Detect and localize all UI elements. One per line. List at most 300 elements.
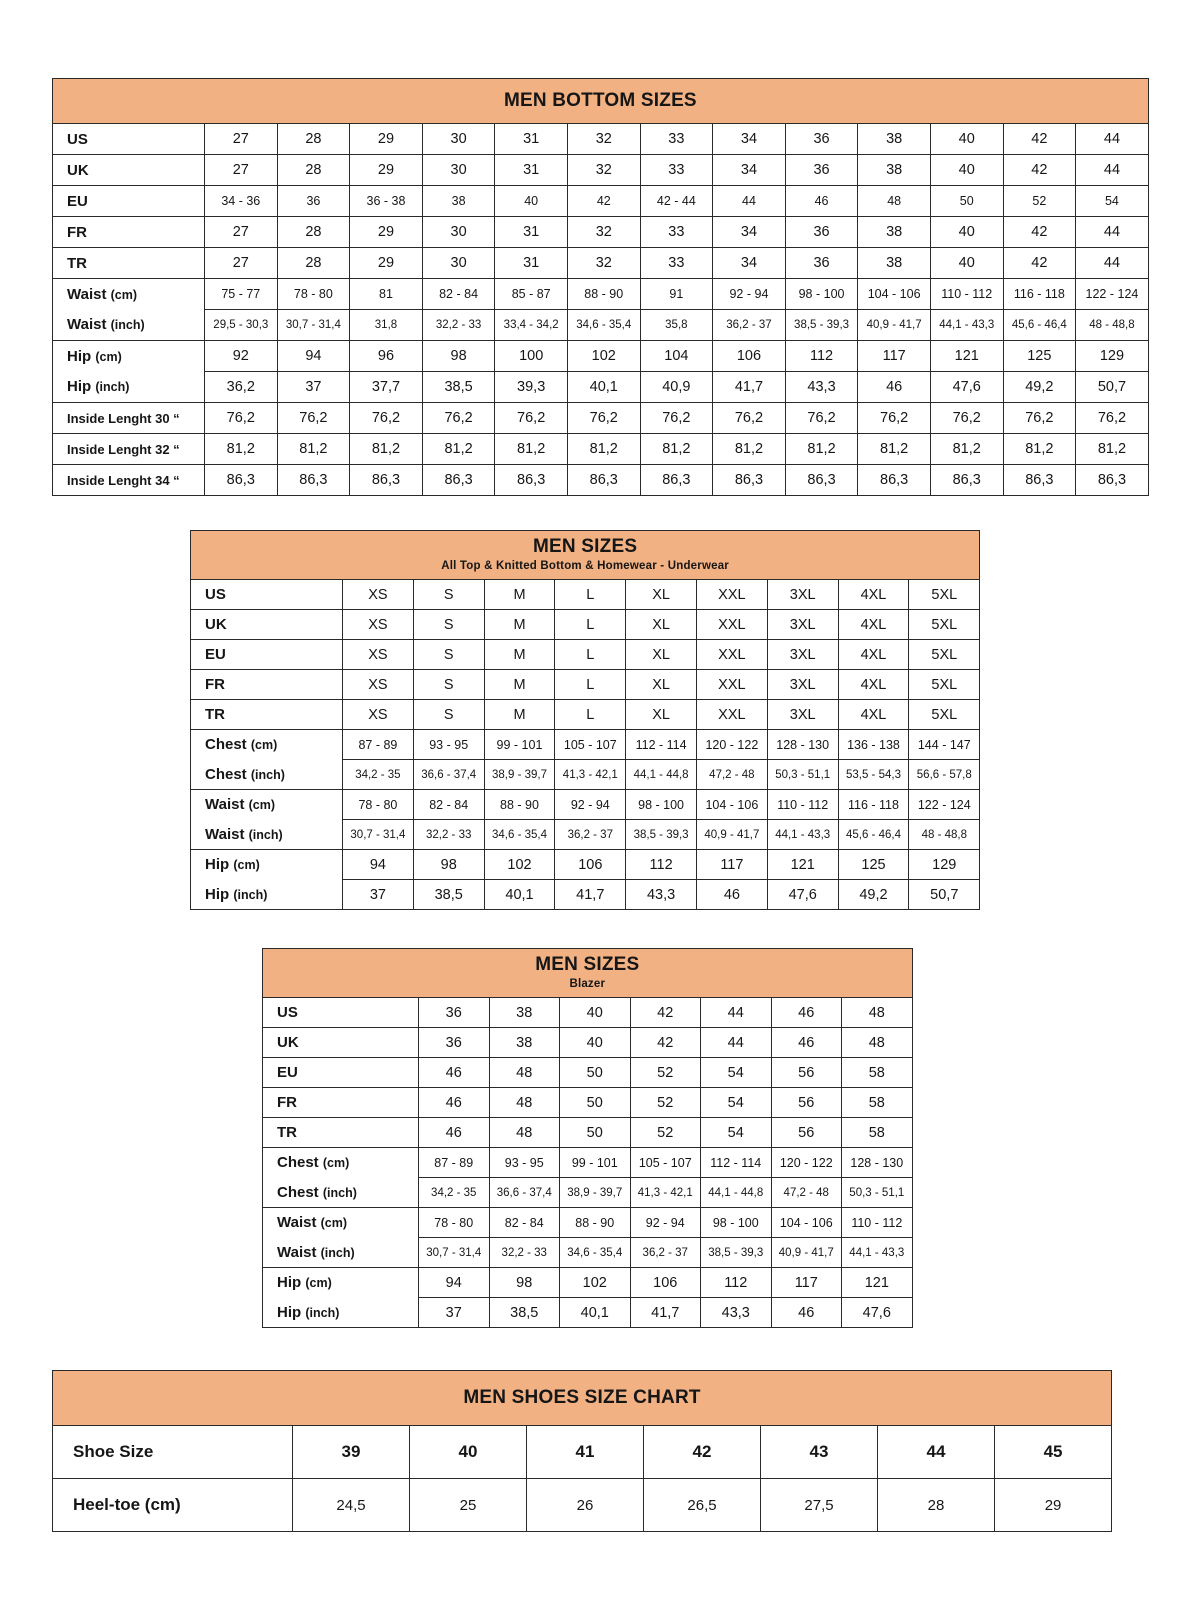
cell: 76,2	[858, 403, 931, 434]
cell: 42	[630, 998, 701, 1028]
cell: 40,1	[560, 1298, 631, 1328]
table-row	[263, 1148, 913, 1178]
row-label: FR	[191, 670, 343, 700]
cell: 46	[771, 1298, 842, 1328]
cell: 5XL	[909, 670, 980, 700]
cell: 44,1 - 43,3	[842, 1238, 913, 1268]
row-label-unit: (inch)	[305, 1305, 340, 1320]
cell: 50	[930, 186, 1003, 217]
cell: 91	[640, 279, 713, 310]
table-row	[53, 434, 1149, 465]
cell: 27	[205, 217, 278, 248]
row-label-unit: (inch)	[110, 318, 145, 333]
cell: 41	[527, 1426, 644, 1479]
cell: 81,2	[567, 434, 640, 465]
row-label-text: Waist	[277, 1243, 317, 1261]
cell: 46	[419, 1118, 490, 1148]
row-label-unit: (cm)	[248, 798, 276, 813]
cell: 30	[422, 217, 495, 248]
cell: 38	[489, 1028, 560, 1058]
cell: 117	[858, 341, 931, 372]
cell: 76,2	[350, 403, 423, 434]
cell: 54	[701, 1088, 772, 1118]
cell: 88 - 90	[560, 1208, 631, 1238]
cell: XXL	[696, 640, 767, 670]
cell: 93 - 95	[489, 1148, 560, 1178]
cell: 46	[771, 1028, 842, 1058]
row-label: Inside Lenght 32 “	[53, 434, 205, 465]
table-title-row	[263, 949, 913, 998]
row-label	[191, 790, 343, 820]
cell: 120 - 122	[696, 730, 767, 760]
row-label-unit: (cm)	[250, 738, 278, 753]
row-label	[263, 1238, 419, 1268]
cell: 106	[713, 341, 786, 372]
table-row	[263, 1088, 913, 1118]
cell: 34,6 - 35,4	[484, 820, 555, 850]
cell: 32	[567, 248, 640, 279]
table-row	[263, 1178, 913, 1208]
cell: 98 - 100	[701, 1208, 772, 1238]
cell: 122 - 124	[909, 790, 980, 820]
cell: 52	[630, 1058, 701, 1088]
row-label	[53, 341, 205, 372]
cell: 76,2	[713, 403, 786, 434]
cell: 40,9 - 41,7	[858, 310, 931, 341]
cell: 44	[1076, 124, 1149, 155]
cell: 52	[630, 1118, 701, 1148]
row-label-unit: (cm)	[95, 349, 122, 364]
cell: 100	[495, 341, 568, 372]
cell: 48	[842, 1028, 913, 1058]
cell: 78 - 80	[277, 279, 350, 310]
cell: 33	[640, 217, 713, 248]
table-subtitle: All Top & Knitted Bottom & Homewear - Underwear	[441, 560, 729, 573]
cell: 43,3	[701, 1298, 772, 1328]
cell: 87 - 89	[343, 730, 414, 760]
cell: M	[484, 580, 555, 610]
row-label-text: Waist	[205, 796, 245, 814]
row-label	[191, 880, 343, 910]
cell: XXL	[696, 580, 767, 610]
cell: 128 - 130	[842, 1148, 913, 1178]
cell: 38	[858, 248, 931, 279]
cell: 42	[1003, 155, 1076, 186]
cell: 75 - 77	[205, 279, 278, 310]
cell: 27	[205, 155, 278, 186]
cell: 34,6 - 35,4	[567, 310, 640, 341]
cell: 31,8	[350, 310, 423, 341]
cell: 36,2 - 37	[555, 820, 626, 850]
cell: 48	[489, 1088, 560, 1118]
cell: 29	[350, 248, 423, 279]
cell: 44,1 - 44,8	[626, 760, 697, 790]
cell: 46	[771, 998, 842, 1028]
cell: 128 - 130	[767, 730, 838, 760]
cell: 102	[560, 1268, 631, 1298]
row-label: EU	[191, 640, 343, 670]
row-label: EU	[263, 1058, 419, 1088]
cell: 92 - 94	[555, 790, 626, 820]
cell: 106	[630, 1268, 701, 1298]
row-label-text: Waist	[67, 316, 107, 334]
cell: 29	[995, 1479, 1112, 1532]
cell: 105 - 107	[630, 1148, 701, 1178]
row-label: TR	[53, 248, 205, 279]
table-row	[191, 880, 980, 910]
cell: 36,2 - 37	[713, 310, 786, 341]
cell: 46	[419, 1088, 490, 1118]
table-row	[191, 820, 980, 850]
cell: 102	[484, 850, 555, 880]
cell: 94	[419, 1268, 490, 1298]
cell: 48 - 48,8	[1076, 310, 1149, 341]
table-row	[191, 850, 980, 880]
cell: 94	[277, 341, 350, 372]
cell: 43,3	[626, 880, 697, 910]
cell: 36,6 - 37,4	[413, 760, 484, 790]
cell: 44	[701, 998, 772, 1028]
cell: 41,3 - 42,1	[555, 760, 626, 790]
cell: 104 - 106	[696, 790, 767, 820]
cell: 112 - 114	[626, 730, 697, 760]
cell: 29	[350, 155, 423, 186]
cell: 44,1 - 43,3	[930, 310, 1003, 341]
cell: 27	[205, 248, 278, 279]
cell: 32,2 - 33	[422, 310, 495, 341]
cell: 45	[995, 1426, 1112, 1479]
table-row	[263, 1058, 913, 1088]
cell: 40	[930, 155, 1003, 186]
cell: 34	[713, 124, 786, 155]
cell: 47,6	[842, 1298, 913, 1328]
table-row	[191, 790, 980, 820]
cell: XS	[343, 580, 414, 610]
cell: 30	[422, 248, 495, 279]
cell: 112	[626, 850, 697, 880]
table-row	[53, 372, 1149, 403]
cell: 44	[713, 186, 786, 217]
table-row	[191, 700, 980, 730]
cell: 30,7 - 31,4	[277, 310, 350, 341]
row-label-text: Chest	[277, 1183, 319, 1201]
cell: 54	[1076, 186, 1149, 217]
cell: 29,5 - 30,3	[205, 310, 278, 341]
cell: 47,6	[767, 880, 838, 910]
cell: 44	[701, 1028, 772, 1058]
cell: 40,9	[640, 372, 713, 403]
row-label-text: Hip	[205, 885, 230, 903]
cell: 92	[205, 341, 278, 372]
cell: 81,2	[277, 434, 350, 465]
cell: 104	[640, 341, 713, 372]
cell: 112	[701, 1268, 772, 1298]
cell: 86,3	[1076, 465, 1149, 496]
row-label	[191, 820, 343, 850]
cell: 52	[630, 1088, 701, 1118]
cell: 110 - 112	[842, 1208, 913, 1238]
cell: 30	[422, 124, 495, 155]
cell: 36	[785, 248, 858, 279]
cell: 36	[277, 186, 350, 217]
cell: S	[413, 700, 484, 730]
row-label-unit: (cm)	[320, 1216, 348, 1231]
cell: 29	[350, 217, 423, 248]
cell: S	[413, 670, 484, 700]
cell: 78 - 80	[419, 1208, 490, 1238]
row-label	[263, 1178, 419, 1208]
cell: 41,7	[630, 1298, 701, 1328]
table-title-row	[53, 79, 1149, 124]
cell: 129	[909, 850, 980, 880]
cell: 53,5 - 54,3	[838, 760, 909, 790]
cell: 36	[785, 124, 858, 155]
table-row	[263, 1238, 913, 1268]
cell: L	[555, 610, 626, 640]
table-title: MEN SHOES SIZE CHART	[463, 1387, 701, 1409]
cell: 121	[930, 341, 1003, 372]
cell: 86,3	[422, 465, 495, 496]
row-label: TR	[263, 1118, 419, 1148]
cell: 98	[413, 850, 484, 880]
cell: 42	[567, 186, 640, 217]
cell: 86,3	[858, 465, 931, 496]
table-row	[53, 124, 1149, 155]
row-label	[263, 1208, 419, 1238]
cell: 42	[1003, 248, 1076, 279]
table-men-sizes-blazer	[262, 948, 913, 1328]
cell: XS	[343, 610, 414, 640]
row-label	[263, 1268, 419, 1298]
table-title: MEN SIZES	[535, 953, 640, 975]
cell: 86,3	[567, 465, 640, 496]
cell: 104 - 106	[771, 1208, 842, 1238]
cell: 116 - 118	[1003, 279, 1076, 310]
row-label-text: Chest	[205, 736, 247, 754]
cell: 38,5 - 39,3	[701, 1238, 772, 1268]
cell: 81,2	[858, 434, 931, 465]
cell: L	[555, 700, 626, 730]
cell: M	[484, 610, 555, 640]
cell: 120 - 122	[771, 1148, 842, 1178]
cell: 28	[277, 217, 350, 248]
row-label: UK	[53, 155, 205, 186]
cell: 36,6 - 37,4	[489, 1178, 560, 1208]
cell: 82 - 84	[489, 1208, 560, 1238]
cell: 81,2	[785, 434, 858, 465]
table-row	[263, 998, 913, 1028]
cell: 50,3 - 51,1	[767, 760, 838, 790]
cell: 76,2	[205, 403, 278, 434]
row-label-unit: (inch)	[233, 887, 268, 902]
cell: 38	[489, 998, 560, 1028]
cell: 30,7 - 31,4	[419, 1238, 490, 1268]
row-label-unit: (inch)	[248, 827, 283, 842]
cell: 50	[560, 1118, 631, 1148]
cell: 26	[527, 1479, 644, 1532]
cell: XS	[343, 640, 414, 670]
table-row	[263, 1118, 913, 1148]
cell: 40	[560, 998, 631, 1028]
row-label-text: Waist	[277, 1214, 317, 1232]
cell: 30,7 - 31,4	[343, 820, 414, 850]
cell: 40,9 - 41,7	[771, 1238, 842, 1268]
row-label-unit: (inch)	[322, 1185, 357, 1200]
cell: 46	[419, 1058, 490, 1088]
cell: 38	[422, 186, 495, 217]
cell: 88 - 90	[484, 790, 555, 820]
cell: 46	[858, 372, 931, 403]
cell: XXL	[696, 610, 767, 640]
table-row	[53, 186, 1149, 217]
cell: 46	[696, 880, 767, 910]
cell: 81,2	[495, 434, 568, 465]
cell: 38,5	[413, 880, 484, 910]
cell: 36,2	[205, 372, 278, 403]
cell: 31	[495, 124, 568, 155]
cell: 34	[713, 217, 786, 248]
table-row	[53, 1426, 1112, 1479]
row-label: US	[263, 998, 419, 1028]
cell: 110 - 112	[930, 279, 1003, 310]
cell: 125	[838, 850, 909, 880]
cell: XL	[626, 580, 697, 610]
cell: 37	[343, 880, 414, 910]
row-label	[53, 279, 205, 310]
row-label-text: Chest	[205, 765, 247, 783]
row-label: FR	[263, 1088, 419, 1118]
cell: S	[413, 640, 484, 670]
row-label-unit: (cm)	[233, 858, 260, 873]
cell: 48	[858, 186, 931, 217]
cell: 40	[930, 124, 1003, 155]
cell: 29	[350, 124, 423, 155]
cell: 81,2	[1076, 434, 1149, 465]
row-label: Heel-toe (cm)	[53, 1479, 293, 1532]
cell: 121	[842, 1268, 913, 1298]
row-label: FR	[53, 217, 205, 248]
cell: 45,6 - 46,4	[1003, 310, 1076, 341]
cell: XL	[626, 610, 697, 640]
cell: 33	[640, 124, 713, 155]
cell: 38,5 - 39,3	[785, 310, 858, 341]
cell: 56	[771, 1058, 842, 1088]
row-label-unit: (cm)	[110, 287, 138, 302]
cell: 58	[842, 1118, 913, 1148]
cell: 50,7	[1076, 372, 1149, 403]
cell: 38,9 - 39,7	[484, 760, 555, 790]
cell: 33,4 - 34,2	[495, 310, 568, 341]
cell: 76,2	[930, 403, 1003, 434]
cell: 30	[422, 155, 495, 186]
cell: 44	[878, 1426, 995, 1479]
table-men-bottom-sizes	[52, 78, 1149, 496]
table-row	[53, 341, 1149, 372]
cell: 41,3 - 42,1	[630, 1178, 701, 1208]
cell: 32,2 - 33	[489, 1238, 560, 1268]
cell: 32,2 - 33	[413, 820, 484, 850]
table-title-row	[191, 531, 980, 580]
cell: 40,1	[567, 372, 640, 403]
table-row	[53, 248, 1149, 279]
cell: 136 - 138	[838, 730, 909, 760]
cell: 116 - 118	[838, 790, 909, 820]
cell: 38	[858, 124, 931, 155]
cell: 54	[701, 1058, 772, 1088]
cell: 28	[878, 1479, 995, 1532]
cell: 44,1 - 44,8	[701, 1178, 772, 1208]
cell: 82 - 84	[422, 279, 495, 310]
cell: 99 - 101	[560, 1148, 631, 1178]
row-label-text: Hip	[277, 1274, 302, 1292]
cell: 32	[567, 217, 640, 248]
cell: 33	[640, 248, 713, 279]
cell: 40	[560, 1028, 631, 1058]
cell: 38,5	[489, 1298, 560, 1328]
table-title-row	[53, 1371, 1112, 1426]
cell: 42 - 44	[640, 186, 713, 217]
cell: 25	[410, 1479, 527, 1532]
cell: XL	[626, 640, 697, 670]
cell: 3XL	[767, 700, 838, 730]
cell: XXL	[696, 670, 767, 700]
row-label-unit: (inch)	[320, 1245, 355, 1260]
cell: 42	[1003, 124, 1076, 155]
table-row	[53, 217, 1149, 248]
cell: S	[413, 610, 484, 640]
cell: 81,2	[1003, 434, 1076, 465]
row-label-unit: (cm)	[322, 1156, 350, 1171]
cell: 5XL	[909, 610, 980, 640]
cell: 117	[696, 850, 767, 880]
row-label	[191, 850, 343, 880]
cell: 112 - 114	[701, 1148, 772, 1178]
cell: 44	[1076, 217, 1149, 248]
cell: 44	[1076, 155, 1149, 186]
cell: 45,6 - 46,4	[838, 820, 909, 850]
cell: 98 - 100	[626, 790, 697, 820]
cell: 86,3	[277, 465, 350, 496]
row-label	[53, 372, 205, 403]
cell: 98	[489, 1268, 560, 1298]
table-row	[53, 279, 1149, 310]
cell: 50	[560, 1058, 631, 1088]
cell: 28	[277, 248, 350, 279]
cell: 26,5	[644, 1479, 761, 1532]
cell: 36	[785, 217, 858, 248]
cell: XS	[343, 670, 414, 700]
cell: 104 - 106	[858, 279, 931, 310]
cell: 81,2	[350, 434, 423, 465]
row-label-unit: (inch)	[95, 380, 130, 395]
cell: 76,2	[1076, 403, 1149, 434]
cell: 81,2	[205, 434, 278, 465]
cell: 86,3	[205, 465, 278, 496]
cell: 41,7	[555, 880, 626, 910]
cell: 4XL	[838, 580, 909, 610]
row-label: UK	[263, 1028, 419, 1058]
table-title-cell	[53, 79, 1149, 124]
row-label-text: Hip	[277, 1303, 302, 1321]
cell: 112	[785, 341, 858, 372]
cell: 40	[495, 186, 568, 217]
cell: 99 - 101	[484, 730, 555, 760]
cell: 92 - 94	[713, 279, 786, 310]
table-row	[53, 155, 1149, 186]
cell: 117	[771, 1268, 842, 1298]
cell: 34,2 - 35	[343, 760, 414, 790]
row-label-text: Waist	[205, 825, 245, 843]
